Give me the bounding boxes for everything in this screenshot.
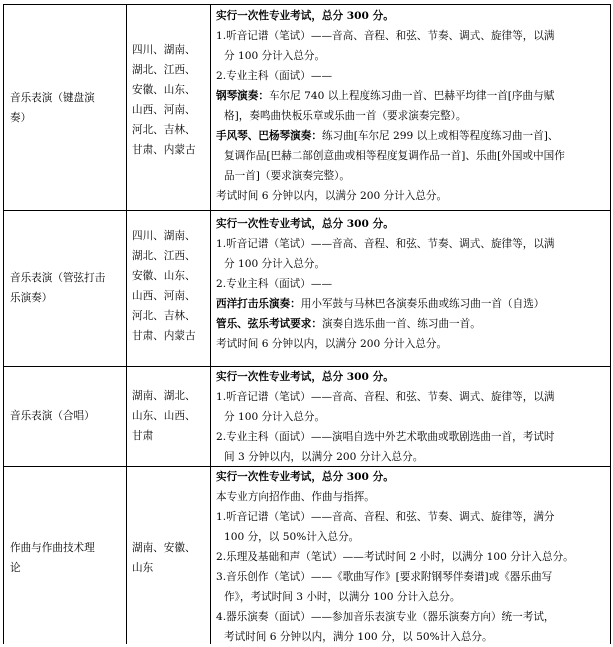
requirement-line: 分 100 分计入总分。 (224, 258, 326, 270)
major-line: 音乐表演（键盘演 (10, 92, 95, 104)
requirement-cell (216, 214, 607, 354)
requirement-line: 1.听音记谱（笔试）——音高、音程、和弦、节奏、调式、旋律等，以满 (216, 238, 555, 250)
province-line: 湖北、江西、 (132, 64, 196, 76)
requirement-line: 实行一次性专业考试，总分 300 分。 (216, 371, 394, 383)
major-line: 奏） (10, 112, 32, 124)
province-line: 山西、河南、 (132, 290, 196, 302)
province-line: 安徽、山东、 (132, 84, 196, 96)
major-line: 乐演奏） (10, 292, 53, 304)
requirement-line: 复调作品[巴赫二部创意曲或相等程度复调作品一首]、乐曲[外国或中国作 (224, 150, 565, 162)
major-line: 论 (10, 562, 21, 574)
table-border-top (3, 4, 611, 5)
province-cell (132, 538, 208, 578)
province-line: 山东 (132, 562, 154, 574)
requirement-line: 作》，考试时间 3 小时，以满分 100 分计入总分。 (224, 591, 461, 603)
province-line: 甘肃、内蒙古 (132, 144, 196, 156)
requirement-cell (216, 467, 607, 647)
province-line: 甘肃、内蒙古 (132, 330, 196, 342)
requirement-line: 考试时间 6 分钟以内，满分 100 分，以 50%计入总分。 (224, 631, 493, 643)
column-divider-1 (126, 4, 127, 644)
requirement-line: 4.器乐演奏（面试）——参加音乐表演专业（器乐演奏方向）统一考试， (216, 611, 555, 623)
requirement-line: 考试时间 6 分钟以内，以满分 200 分计入总分。 (216, 190, 448, 202)
major-cell (10, 268, 122, 308)
major-line: 音乐表演（合唱） (10, 410, 95, 422)
province-line: 湖北、江西、 (132, 250, 196, 262)
major-line: 作曲与作曲技术理 (10, 542, 95, 554)
province-cell (132, 386, 208, 446)
requirement-line: 实行一次性专业考试，总分 300 分。 (216, 471, 394, 483)
row-divider-1 (3, 210, 611, 211)
requirement-line: 2.专业主科（面试）——演唱自选中外艺术歌曲或歌剧选曲一首，考试时 (216, 431, 555, 443)
province-line: 安徽、山东、 (132, 270, 196, 282)
province-line: 四川、湖南、 (132, 230, 196, 242)
requirement-line: 3.音乐创作（笔试）——《歌曲写作》[要求附钢琴伴奏谱]或《器乐曲写 (216, 571, 553, 583)
requirement-cell (216, 367, 607, 467)
requirement-line: 实行一次性专业考试，总分 300 分。 (216, 218, 394, 230)
major-cell (10, 538, 122, 578)
major-line: 音乐表演（管弦打击 (10, 272, 106, 284)
requirement-cell (216, 6, 607, 206)
requirement-line: 品一首]（要求演奏完整）。 (224, 170, 350, 182)
major-cell (10, 88, 122, 128)
table-border-right (610, 4, 611, 644)
requirement-line: 钢琴演奏：车尔尼 740 以上程度练习曲一首、巴赫平均律一首[序曲与赋 (216, 90, 555, 102)
province-line: 湖南、湖北、 (132, 390, 196, 402)
requirement-line: 2.乐理及基础和声（笔试）——考试时间 2 小时，以满分 100 分计入总分。 (216, 551, 574, 563)
column-divider-2 (210, 4, 211, 644)
requirement-line: 本专业方向招作曲、作曲与指挥。 (216, 491, 375, 503)
requirement-line: 实行一次性专业考试，总分 300 分。 (216, 10, 394, 22)
requirement-line: 间 3 分钟以内，以满分 200 分计入总分。 (224, 451, 424, 463)
requirement-line: 管乐、弦乐考试要求：演奏自选乐曲一首、练习曲一首。 (216, 318, 481, 330)
province-line: 四川、湖南、 (132, 44, 196, 56)
requirement-line: 考试时间 6 分钟以内，以满分 200 分计入总分。 (216, 338, 448, 350)
requirement-line: 分 100 分计入总分。 (224, 50, 326, 62)
major-cell (10, 406, 122, 426)
requirement-line: 2.专业主科（面试）—— (216, 278, 333, 290)
province-line: 河北、吉林、 (132, 124, 196, 136)
province-line: 甘肃 (132, 430, 154, 442)
requirement-line: 1.听音记谱（笔试）——音高、音程、和弦、节奏、调式、旋律等，以满 (216, 30, 555, 42)
province-cell (132, 40, 208, 160)
province-line: 山西、河南、 (132, 104, 196, 116)
requirement-line: 格]，奏鸣曲快板乐章或乐曲一首（要求演奏完整）。 (224, 110, 467, 122)
province-cell (132, 226, 208, 346)
requirement-line: 1.听音记谱（笔试）——音高、音程、和弦、节奏、调式、旋律等，满分 (216, 511, 555, 523)
table-border-left (3, 4, 4, 644)
requirement-line: 分 100 分计入总分。 (224, 411, 326, 423)
province-line: 湖南、安徽、 (132, 542, 196, 554)
province-line: 河北、吉林、 (132, 310, 196, 322)
requirement-line: 手风琴、巴杨琴演奏：练习曲[车尔尼 299 以上或相等程度练习曲一首]、 (216, 130, 559, 142)
requirement-line: 西洋打击乐演奏：用小军鼓与马林巴各演奏乐曲或练习曲一首（自选） (216, 298, 545, 310)
requirement-line: 100 分，以 50%计入总分。 (224, 531, 360, 543)
province-line: 山东、山西、 (132, 410, 196, 422)
requirement-line: 2.专业主科（面试）—— (216, 70, 333, 82)
requirement-line: 1.听音记谱（笔试）——音高、音程、和弦、节奏、调式、旋律等，以满 (216, 391, 555, 403)
